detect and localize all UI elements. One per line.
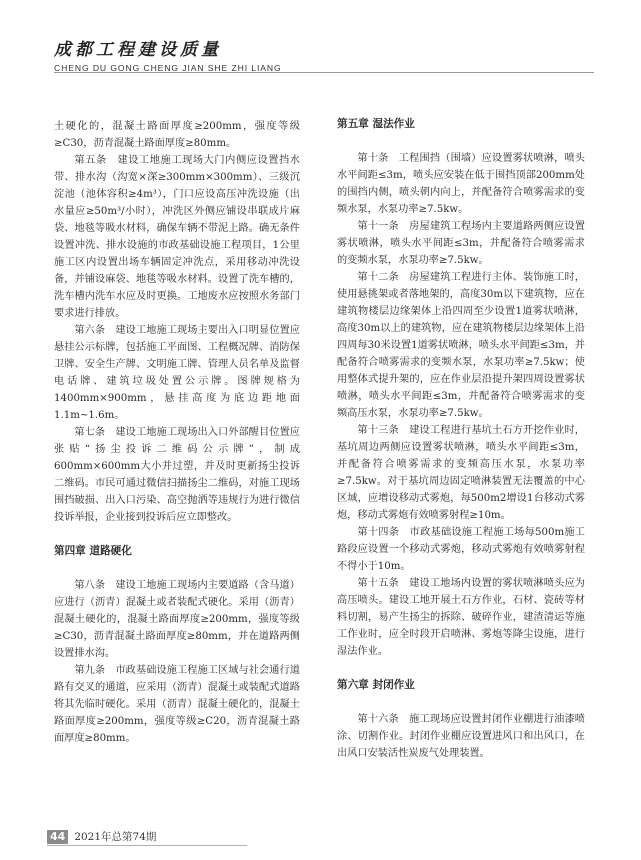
page-number: 44 — [47, 830, 68, 844]
masthead-rule — [54, 72, 594, 73]
article-paragraph: 第十条 工程围挡（围墙）应设置雾状喷淋，喷头水平间距≤3m，喷头应安装在低于围挡顶部200mm处的围挡内侧，喷头朝内向上，并配备符合喷雾需求的变频水泵，水泵功率≥7.5kw。 — [337, 153, 585, 215]
article-paragraph: 第十二条 房屋建筑工程进行主体、装饰施工时，使用悬挑架或者落地架的，高度30m以下建筑物，应在建筑物楼层边缘架体上沿四周至少设置1道雾状喷淋，高度30m以上的建筑物，应在建筑物楼层边缘架体上沿四周每30米设置1道雾状喷淋，喷头水平间距≤3m，并配备符合喷雾需求的变频水泵，水泵功率≥7.5kw；使用整体式提升架的，应在作业层沿提升架四周设置雾状喷淋，喷头水平间距≤3m，并配备符合喷雾需求的变频高压水泵，水泵功率≥7.5kw。 — [337, 272, 585, 419]
spacer — [337, 694, 585, 711]
masthead — [54, 40, 594, 73]
article-paragraph: 第十四条 市政基础设施工程施工场每500m施工路段应设置一个移动式雾炮，移动式雾炮有效喷雾射程不得小于10m。 — [337, 527, 585, 572]
article-paragraph: 第八条 建设工地施工现场内主要道路（含马道）应进行（沥青）混凝土或者装配式硬化。采用（沥青）混凝土硬化的，混凝土路面厚度≥200mm，强度等级≥C30，沥青混凝土路面厚度≥80mm，并在道路两侧设置排水沟。 — [54, 580, 300, 659]
article-paragraph: 第五条 建设工地施工现场大门内侧应设置挡水带、排水沟（沟宽×深≥300mm×300mm）、三级沉淀池（池体容积≥4m³），门口应设高压冲洗设施（出水量应≥50m³/小时），冲洗区外侧应铺设串联成片麻袋、地毯等吸水材料，确保车辆不带泥上路。确无条件设置冲洗、排水设施的市政基础设施工程项目，1公里施工区内设置出场车辆固定冲洗点，采用移动冲洗设备，并铺设麻袋、地毯等吸水材料。设置了洗车槽的，洗车槽内洗车水应及时更换。工地废水应按照水务部门要求进行排放。 — [54, 155, 300, 319]
footer — [47, 830, 156, 844]
article-paragraph: 第十一条 房屋建筑工程场内主要道路两侧应设置雾状喷淋，喷头水平间距≤3m，并配备符合喷雾需求的变频水泵，水泵功率≥7.5kw。 — [337, 221, 585, 266]
chapter-heading: 第六章 封闭作业 — [337, 679, 415, 691]
article-paragraph: 土硬化的，混凝土路面厚度≥200mm，强度等级≥C30，沥青混凝土路面厚度≥80mm。 — [54, 121, 300, 149]
article-paragraph: 第十三条 建设工程进行基坑土石方开挖作业时，基坑周边两侧应设置雾状喷淋，喷头水平间距≤3m，并配备符合喷雾需求的变频高压水泵，水泵功率≥7.5kw。对于基坑周边固定喷淋装置无法覆盖的中心区域，应增设移动式雾炮，每500m2增设1台移动式雾炮，移动式雾炮有效喷雾射程≥10m。 — [337, 425, 585, 521]
article-paragraph: 第七条 建设工地施工现场出入口外部醒目位置应张贴“扬尘投诉二维码公示牌”，制成600mm×600mm大小并过塑，并及时更新扬尘投诉二维码。市民可通过微信扫描扬尘二维码，对施工现场围挡破损、出入口污染、高空抛洒等违规行为进行微信投诉举报，企业接到投诉后应立即整改。 — [54, 427, 300, 523]
article-paragraph: 第十五条 建设工地场内设置的雾状喷淋喷头应为高压喷头。建设工地开展土石方作业，石材、瓷砖等材料切割，易产生扬尘的拆除、破碎作业，建渣清运等施工作业时，应全时段开启喷淋、雾炮等降尘设施，进行湿法作业。 — [337, 578, 585, 657]
issue-label: 2021年总第74期 — [74, 831, 157, 843]
spacer — [337, 660, 585, 677]
spacer — [54, 560, 300, 577]
article-paragraph: 第六条 建设工地施工现场主要出入口明显位置应悬挂公示标牌，包括施工平面图、工程概况牌、消防保卫牌、安全生产牌、文明施工牌、管理人员名单及监督电话牌、建筑垃圾处置公示牌。图牌规格为1400mm×900mm，悬挂高度为底边距地面1.1m~1.6m。 — [54, 325, 300, 421]
chapter-heading: 第四章 道路硬化 — [54, 545, 132, 557]
journal-subtitle: CHENG DU GONG CHENG JIAN SHE ZHI LIANG — [54, 63, 282, 73]
article-paragraph: 第九条 市政基础设施工程施工区域与社会通行道路有交叉的通道，应采用（沥青）混凝土或装配式道路将其先临时硬化。采用（沥青）混凝土硬化的，混凝土路面厚度≥200mm，强度等级≥C20，沥青混凝土路面厚度≥80mm。 — [54, 665, 300, 744]
right-column — [337, 116, 585, 762]
spacer — [54, 526, 300, 543]
left-column — [54, 118, 300, 747]
journal-title: 成都工程建设质量 — [54, 40, 222, 60]
spacer — [337, 133, 585, 150]
chapter-heading: 第五章 湿法作业 — [337, 118, 415, 130]
footer-rule — [47, 845, 247, 846]
article-paragraph: 第十六条 施工现场应设置封闭作业棚进行油漆喷涂、切割作业。封闭作业棚应设置进风口和出风口，在出风口安装活性炭废气处理装置。 — [337, 714, 585, 759]
